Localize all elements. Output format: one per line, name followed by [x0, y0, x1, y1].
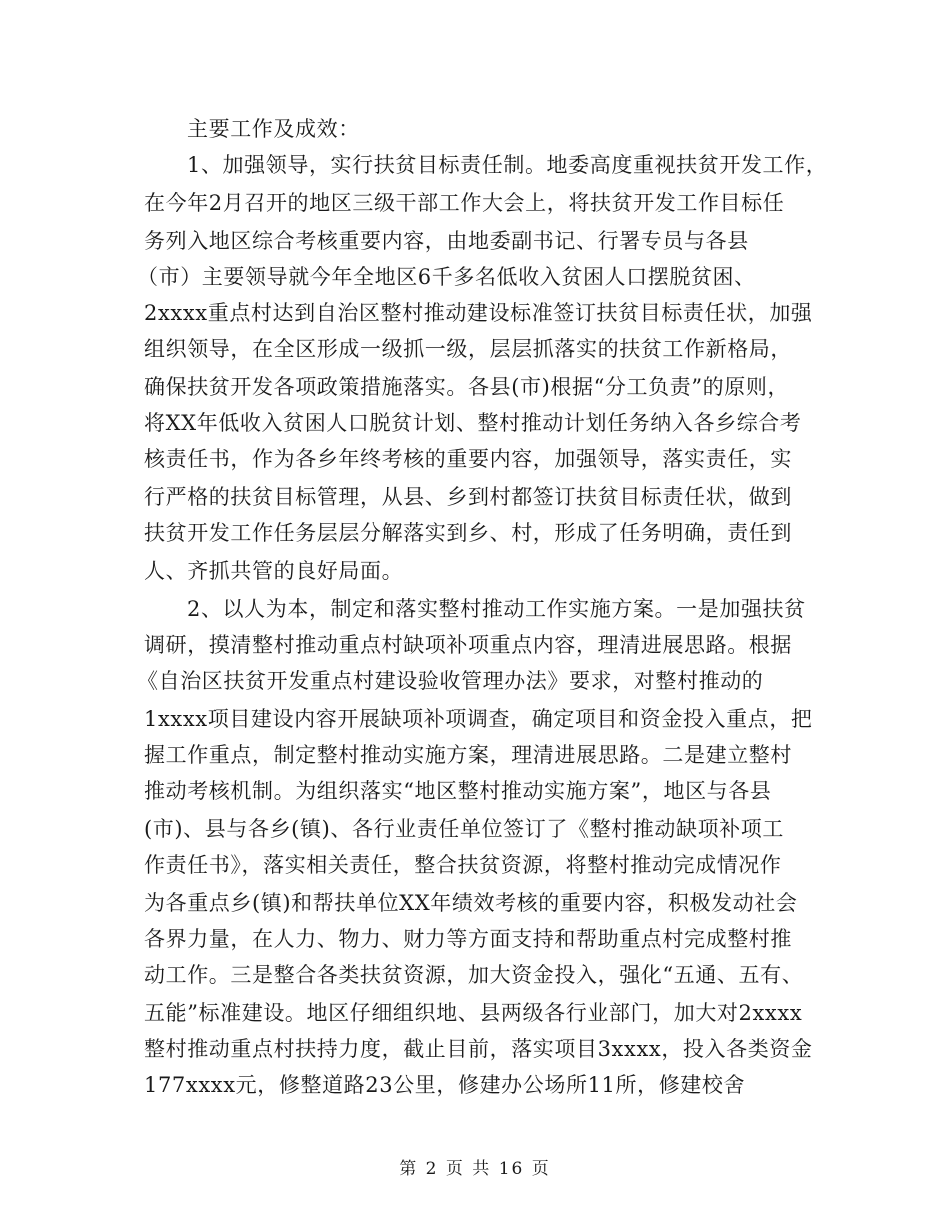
paragraph-2-line-9: 为各重点乡(镇)和帮扶单位XX年绩效考核的重要内容，积极发动社会	[144, 891, 798, 915]
paragraph-2-line-12: 五能”标准建设。地区仔细组织地、县两级各行业部门，加大对2xxxx	[144, 1001, 803, 1025]
page-label-suffix: 页	[531, 1159, 551, 1179]
paragraph-1-line-8: 将XX年低收入贫困人口脱贫计划、整村推动计划任务纳入各乡综合考	[144, 411, 802, 435]
paragraph-2-line-6: 推动考核机制。为组织落实“地区整村推动实施方案”，地区与各县	[144, 779, 772, 803]
current-page-number: 2	[425, 1159, 439, 1179]
paragraph-1-line-6: 组织领导，在全区形成一级抓一级，层层抓落实的扶贫工作新格局，	[144, 337, 792, 361]
paragraph-1-line-4: （市）主要领导就今年全地区6千多名低收入贫困人口摆脱贫困、	[137, 265, 756, 289]
paragraph-1-line-5: 2xxxx重点村达到自治区整村推动建设标准签订扶贫目标责任状，加强	[144, 301, 813, 325]
section-heading: 主要工作及成效：	[187, 117, 360, 141]
page-label-mid: 页 共	[445, 1159, 492, 1179]
page-footer	[0, 1157, 950, 1181]
paragraph-2-line-5: 握工作重点，制定整村推动实施方案，理清进展思路。二是建立整村	[144, 743, 792, 767]
paragraph-1-line-9: 核责任书，作为各乡年终考核的重要内容，加强领导，落实责任，实	[144, 447, 792, 471]
paragraph-2-line-10: 各界力量，在人力、物力、财力等方面支持和帮助重点村完成整村推	[144, 927, 792, 951]
paragraph-2-line-2: 调研，摸清整村推动重点村缺项补项重点内容，理清进展思路。根据	[144, 633, 792, 657]
paragraph-1-line-12: 人、齐抓共管的良好局面。	[144, 559, 404, 583]
paragraph-2-line-14: 177xxxx元，修整道路23公里，修建办公场所11所，修建校舍	[144, 1073, 746, 1097]
paragraph-2-line-8: 作责任书》，落实相关责任，整合扶贫资源，将整村推动完成情况作	[144, 853, 782, 877]
paragraph-2-line-4: 1xxxx项目建设内容开展缺项补项调查，确定项目和资金投入重点，把	[144, 707, 813, 731]
paragraph-2-line-1: 2、以人为本，制定和落实整村推动工作实施方案。一是加强扶贫	[187, 597, 806, 621]
total-pages-number: 16	[498, 1159, 525, 1179]
paragraph-1-line-3: 务列入地区综合考核重要内容，由地委副书记、行署专员与各县	[144, 229, 749, 253]
paragraph-2-line-3: 《自治区扶贫开发重点村建设验收管理办法》要求，对整村推动的	[137, 669, 764, 693]
paragraph-2-line-11: 动工作。三是整合各类扶贫资源，加大资金投入，强化“五通、五有、	[144, 963, 804, 987]
page-label-prefix: 第	[399, 1159, 419, 1179]
paragraph-1-line-2: 在今年2月召开的地区三级干部工作大会上，将扶贫开发工作目标任	[144, 191, 785, 215]
paragraph-1-line-10: 行严格的扶贫目标管理，从县、乡到村都签订扶贫目标责任状，做到	[144, 485, 792, 509]
paragraph-2-line-7: (市)、县与各乡(镇)、各行业责任单位签订了《整村推动缺项补项工	[144, 817, 784, 841]
paragraph-1-line-1: 1、加强领导，实行扶贫目标责任制。地委高度重视扶贫开发工作，	[187, 153, 828, 177]
paragraph-1-line-11: 扶贫开发工作任务层层分解落实到乡、村，形成了任务明确，责任到	[144, 521, 792, 545]
paragraph-1-line-7: 确保扶贫开发各项政策措施落实。各县(市)根据“分工负责”的原则，	[144, 375, 790, 399]
paragraph-2-line-13: 整村推动重点村扶持力度，截止目前，落实项目3xxxx，投入各类资金	[144, 1037, 813, 1061]
